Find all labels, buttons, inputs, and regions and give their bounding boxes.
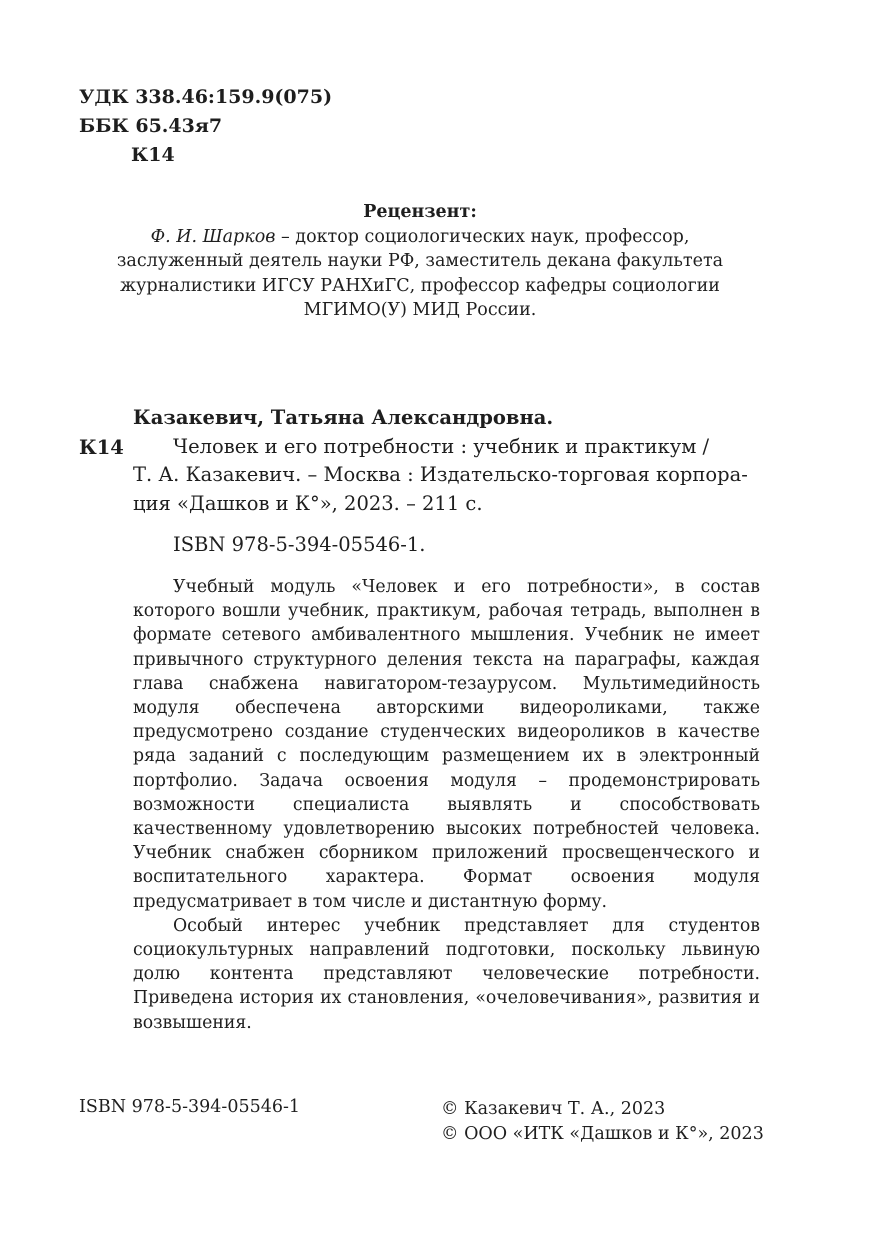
annotation: [133, 575, 760, 1035]
author-heading: Казакевич, Татьяна Александровна.: [133, 406, 554, 429]
author-mark: К14: [131, 144, 175, 166]
annotation-paragraph-1: Учебный модуль «Человек и его потребности», в состав которого вошли учебник, практикум, рабочая тетрадь, выполнен в формате сетевого амбивалентного мышления. Учебник не имеет привычного структурного деления текста на параграфы, каждая глава снабжена навигатором-тезаурусом. Мультимедийность модуля обеспечена авторскими видеороликами, также предусмотрено создание студенческих видеороликов в качестве ряда заданий с последующим размещением их в электронный портфолио. Задача освоения модуля – продемонстрировать возможности специалиста выявлять и способствовать качественному удовлетворению высоких потребностей человека. Учебник снабжен сборником приложений просвещенческого и воспитательного характера. Формат освоения модуля предусматривает в том числе и дистантную форму.: [133, 577, 760, 912]
copyright-publisher: © ООО «ИТК «Дашков и К°», 2023: [441, 1123, 764, 1144]
reviewer-credentials-2: заслуженный деятель науки РФ, заместитель декана факультета: [116, 251, 724, 272]
reviewer-block: [100, 200, 740, 323]
annotation-paragraph-2: Особый интерес учебник представляет для студентов социокультурных направлений подготовки, поскольку львиную долю контента представляют человеческие потребности. Приведена история их становления, «очеловечивания», развития и возвышения.: [133, 915, 760, 1033]
udk-code: УДК 338.46:159.9(075): [79, 86, 333, 108]
copyright-author: © Казакевич Т. А., 2023: [441, 1099, 666, 1119]
reviewer-credentials-4: МГИМО(У) МИД России.: [303, 300, 537, 321]
copyright-block: [441, 1097, 764, 1146]
biblio-line-2: Т. А. Казакевич. – Москва : Издательско-торговая корпора-: [133, 463, 748, 487]
reviewer-credentials-3: журналистики ИГСУ РАНХиГС, профессор кафедры социологии: [120, 275, 720, 296]
reviewer-credentials-1: – доктор социологических наук, профессор,: [275, 226, 690, 247]
biblio-line-3: ция «Дашков и К°», 2023. – 211 с.: [133, 491, 483, 515]
reviewer-title: Рецензент:: [363, 202, 477, 222]
isbn-line: ISBN 978-5-394-05546-1.: [173, 533, 426, 556]
reviewer-name: Ф. И. Шарков: [150, 226, 276, 247]
reviewer-line-1: [100, 225, 740, 250]
bbk-code: ББК 65.43я7: [79, 115, 223, 137]
entry-code: К14: [79, 436, 124, 459]
bibliographic-description: [133, 433, 760, 518]
classification-codes: [79, 83, 332, 170]
footer-isbn: ISBN 978-5-394-05546-1: [79, 1097, 301, 1117]
biblio-line-1: Человек и его потребности : учебник и практикум /: [173, 435, 710, 458]
